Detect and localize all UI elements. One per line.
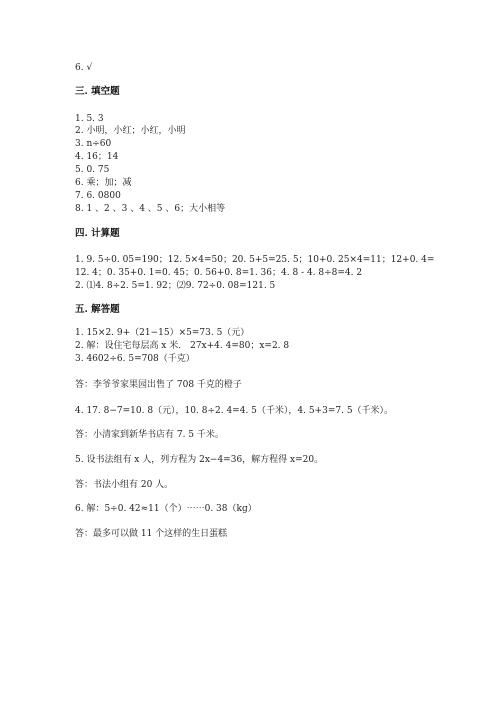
solve-answer-5-conclusion: 答：书法小组有 20 人。 [75,480,174,490]
fill-blank-answer-7: 7. 6. 0800 [75,191,121,201]
solve-answer-3-conclusion: 答：李爷爷家果园出售了 708 千克的橙子 [75,380,242,390]
calculation-answer-2: 2. ⑴4. 8÷2. 5=1. 92；⑵9. 72÷0. 08=121. 5 [75,281,276,291]
answer-line-top: 6. √ [75,63,93,73]
solve-answer-1: 1. 15×2. 9+（21−15）×5=73. 5（元） [75,328,250,338]
section-heading-fill-blank: 三. 填空题 [75,86,120,97]
fill-blank-answer-6: 6. 乘；加；减 [75,178,132,188]
section-heading-solve: 五. 解答题 [75,304,120,315]
solve-answer-2: 2. 解：设住宅每层高 x 米． 27x+4. 4=80；x=2. 8 [75,341,290,351]
solve-answer-4-conclusion: 答：小清家到新华书店有 7. 5 千米。 [75,430,224,440]
solve-answer-4: 4. 17. 8−7=10. 8（元），10. 8÷2. 4=4. 5（千米），4. 5+3=7. 5（千米）。 [75,406,394,416]
fill-blank-answer-3: 3. n÷60 [75,139,112,149]
solve-answer-6: 6. 解：5÷0. 42≈11（个）⋯⋯0. 38（kg） [75,504,257,514]
fill-blank-answer-4: 4. 16；14 [75,152,119,162]
calculation-answer-1a: 1. 9. 5÷0. 05=190；12. 5×4=50；20. 5+5=25. 5；10+0. 25×4=11；12+0. 4= [75,255,435,265]
fill-blank-answer-8: 8. 1 、2 、3 、4 、5 、6；大小相等 [75,204,226,214]
calculation-answer-1b: 12. 4；0. 35+0. 1=0. 45；0. 56+0. 8=1. 36；4. 8 - 4. 8÷8=4. 2 [75,268,363,278]
fill-blank-answer-1: 1. 5. 3 [75,114,104,124]
section-heading-calculation: 四. 计算题 [75,228,120,239]
fill-blank-answer-2: 2. 小明，小红；小红，小明 [75,126,186,136]
solve-answer-3: 3. 4602÷6. 5=708（千克） [75,354,195,364]
fill-blank-answer-5: 5. 0. 75 [75,165,110,175]
solve-answer-6-conclusion: 答：最多可以做 11 个这样的生日蛋糕 [75,529,228,539]
solve-answer-5: 5. 设书法组有 x 人，列方程为 2x−4=36，解方程得 x=20。 [75,455,324,465]
